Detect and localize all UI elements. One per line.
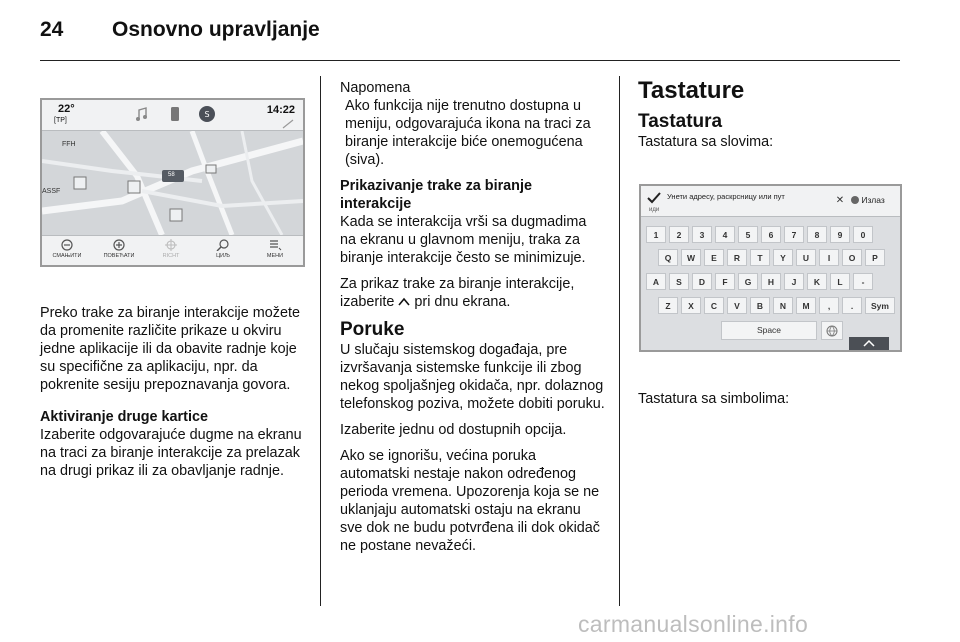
- zoom-out-label: СМАЊИТИ: [52, 253, 82, 259]
- destination-search-icon: [216, 239, 230, 251]
- space-key[interactable]: Space: [721, 321, 817, 340]
- exit-button[interactable]: [851, 192, 897, 209]
- key-dash[interactable]: -: [853, 273, 873, 290]
- page-header: [40, 18, 320, 42]
- show-bar-text-a: Za prikaz trake za biranje interakcije, izaberite: [340, 276, 575, 310]
- destination-label: ЦИЉ: [216, 253, 230, 259]
- chevron-up-icon: [849, 337, 889, 350]
- key-x[interactable]: X: [681, 297, 701, 314]
- temperature-readout: 22°: [58, 103, 75, 115]
- key-a[interactable]: A: [646, 273, 666, 290]
- subheading-activate-tab: Aktiviranje druge kartice: [40, 409, 208, 425]
- page-number: 24: [40, 18, 64, 41]
- music-note-icon[interactable]: [134, 106, 150, 122]
- crosshair-icon: [165, 239, 177, 251]
- zoom-out-button[interactable]: [42, 238, 92, 259]
- key-5[interactable]: 5: [738, 226, 758, 243]
- direction-button[interactable]: [146, 238, 196, 259]
- key-u[interactable]: U: [796, 249, 816, 266]
- key-8[interactable]: 8: [807, 226, 827, 243]
- map-top-bar: [42, 100, 303, 131]
- road-number-label: 58: [168, 172, 175, 178]
- key-3[interactable]: 3: [692, 226, 712, 243]
- address-input-text[interactable]: Унети адресу, раскрсницу или пут: [667, 192, 785, 201]
- key-g[interactable]: G: [738, 273, 758, 290]
- key-j[interactable]: J: [784, 273, 804, 290]
- map-screen-illustration: [40, 98, 305, 267]
- key-s[interactable]: S: [669, 273, 689, 290]
- menu-list-icon: [268, 239, 282, 251]
- show-bar-text-b: pri dnu ekrana.: [414, 294, 511, 310]
- column-2: [340, 79, 606, 563]
- key-m[interactable]: M: [796, 297, 816, 314]
- key-y[interactable]: Y: [773, 249, 793, 266]
- note-text: Ako funkcija nije trenutno dostupna u meniju, odgovarajuća ikona na traci za biranje interakcije biće onemogućena (siva).: [345, 98, 591, 168]
- paragraph-messages-3: Ako se ignorišu, većina poruka automatski nestaje nakon određenog perioda vremena. Upozorenja koja se ne uklanjaju automatski ostaju na ekranu sve dok ne budu potvrđena ili dok okidač ne postane nevažeći.: [340, 448, 601, 554]
- key-n[interactable]: N: [773, 297, 793, 314]
- key-o[interactable]: O: [842, 249, 862, 266]
- paragraph-show-bar-1: Kada se interakcija vrši sa dugmadima na ekranu u glavnom meniju, traka za biranje interakcije često se minimizuje.: [340, 214, 587, 266]
- key-comma[interactable]: ,: [819, 297, 839, 314]
- key-z[interactable]: Z: [658, 297, 678, 314]
- globe-icon: [826, 325, 838, 337]
- interaction-selector-bar: [42, 235, 303, 266]
- menu-label: МЕНИ: [266, 253, 284, 259]
- exit-icon: [851, 196, 859, 204]
- phone-icon[interactable]: [168, 106, 182, 122]
- zoom-in-button[interactable]: [94, 238, 144, 259]
- exit-label: Излаз: [861, 195, 885, 205]
- signal-icon: [282, 119, 294, 129]
- key-period[interactable]: .: [842, 297, 862, 314]
- key-2[interactable]: 2: [669, 226, 689, 243]
- key-6[interactable]: 6: [761, 226, 781, 243]
- map-label-2: ASSF: [42, 188, 61, 195]
- key-0[interactable]: 0: [853, 226, 873, 243]
- key-v[interactable]: V: [727, 297, 747, 314]
- key-1[interactable]: 1: [646, 226, 666, 243]
- column-divider-2: [619, 76, 620, 606]
- heading-messages: Poruke: [340, 319, 405, 340]
- caption-letter-keyboard: Tastatura sa slovima:: [638, 134, 774, 150]
- zoom-in-icon: [113, 239, 125, 251]
- direction-label: RICHT: [162, 253, 180, 259]
- key-e[interactable]: E: [704, 249, 724, 266]
- watermark: carmanualsonline.info: [578, 611, 809, 637]
- clock-readout: 14:22: [266, 104, 295, 116]
- keyboard-screen-illustration: [639, 184, 902, 352]
- key-d[interactable]: D: [692, 273, 712, 290]
- zoom-out-icon: [61, 239, 73, 251]
- key-l[interactable]: L: [830, 273, 850, 290]
- key-k[interactable]: K: [807, 273, 827, 290]
- key-i[interactable]: I: [819, 249, 839, 266]
- key-f[interactable]: F: [715, 273, 735, 290]
- paragraph-messages-1: U slučaju sistemskog događaja, pre izvršavanja sistemske funkcije ili zbog nekog spoljašnjeg okidača, npr. dolaznog telefonskog poziva, možete dobiti poruku.: [340, 342, 605, 412]
- column-1: [40, 304, 306, 488]
- heading-keyboards: Tastature: [638, 77, 745, 104]
- note-title: Napomena: [340, 80, 411, 96]
- svg-text:S: S: [204, 110, 210, 119]
- map-label-1: FFH: [62, 141, 76, 148]
- column-3-lower: [638, 390, 900, 416]
- address-input-bar: [641, 186, 900, 217]
- tp-indicator: [TP]: [54, 117, 67, 124]
- key-p[interactable]: P: [865, 249, 885, 266]
- page-title: Osnovno upravljanje: [112, 18, 320, 41]
- subheading-show-bar: Prikazivanje trake za biranje interakcije: [340, 178, 532, 212]
- heading-keyboard: Tastatura: [638, 111, 723, 132]
- clear-button[interactable]: ✕: [835, 195, 845, 206]
- paragraph-messages-2: Izaberite jednu od dostupnih opcija.: [340, 422, 567, 438]
- key-b[interactable]: B: [750, 297, 770, 314]
- paragraph-activate-tab: Izaberite odgovarajuće dugme na ekranu na traci za biranje interakcije za prelazak na drugi prikaz ili za obavljanje radnje.: [40, 427, 302, 479]
- key-w[interactable]: W: [681, 249, 701, 266]
- key-9[interactable]: 9: [830, 226, 850, 243]
- header-rule: [40, 60, 900, 61]
- key-4[interactable]: 4: [715, 226, 735, 243]
- key-h[interactable]: H: [761, 273, 781, 290]
- key-sym[interactable]: Sym: [865, 297, 895, 314]
- paragraph-show-bar-2: [340, 275, 606, 311]
- navigation-icon[interactable]: [198, 105, 216, 123]
- globe-key[interactable]: [821, 321, 843, 340]
- key-q[interactable]: Q: [658, 249, 678, 266]
- destination-button[interactable]: [198, 238, 248, 259]
- collapse-keyboard-button[interactable]: [849, 337, 889, 350]
- column-3: [638, 77, 900, 159]
- map-area[interactable]: [42, 131, 303, 235]
- paragraph-interaction-bar: Preko trake za biranje interakcije možete da promenite različite prikaze u okviru jedne aplikacije ili da obavite radnje koje su specifične za aplikaciju, npr. da pokrenite sesiju prepoznavanja govora.: [40, 305, 300, 393]
- caption-symbol-keyboard: Tastatura sa simbolima:: [638, 391, 790, 407]
- key-c[interactable]: C: [704, 297, 724, 314]
- key-r[interactable]: R: [727, 249, 747, 266]
- chevron-up-icon: [398, 296, 410, 308]
- checkmark-icon[interactable]: [647, 192, 661, 204]
- menu-button[interactable]: [250, 238, 300, 259]
- key-t[interactable]: T: [750, 249, 770, 266]
- zoom-in-label: ПОВЕЋАТИ: [103, 253, 135, 259]
- key-7[interactable]: 7: [784, 226, 804, 243]
- column-divider-1: [320, 76, 321, 606]
- input-cursor-text: иди: [649, 207, 660, 213]
